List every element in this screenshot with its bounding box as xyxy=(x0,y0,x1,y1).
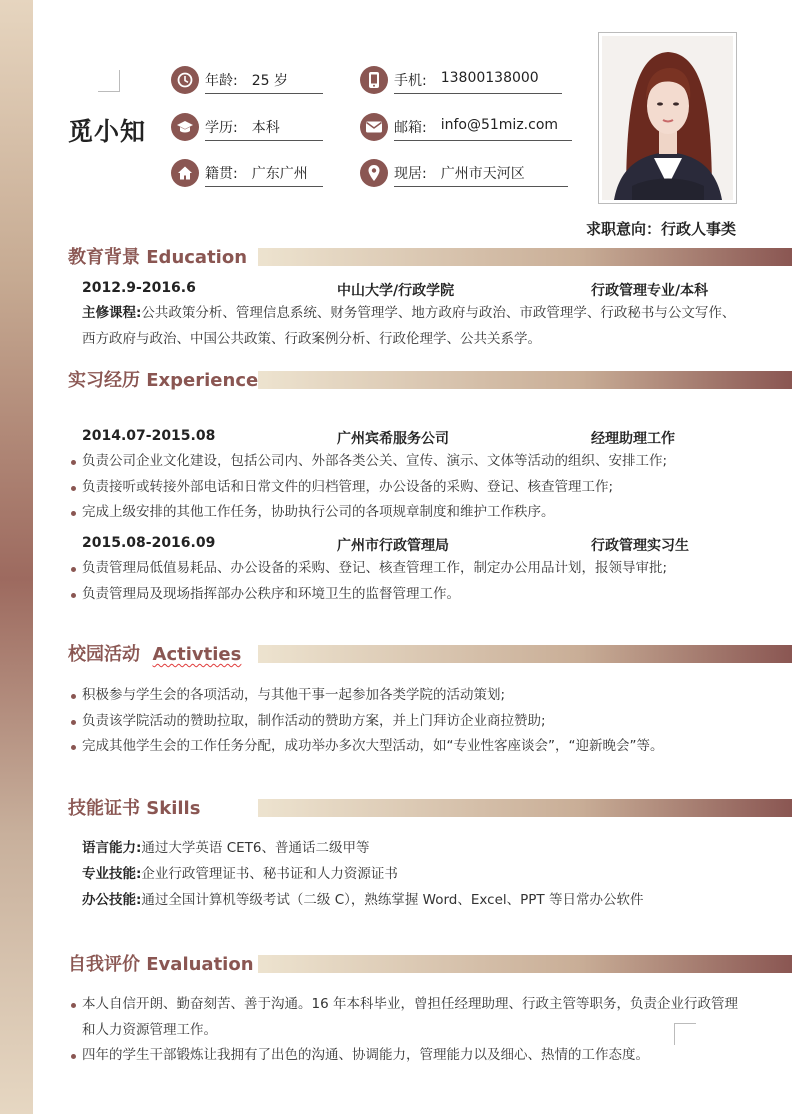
section-bar xyxy=(258,799,792,817)
job-role: 行政管理实习生 xyxy=(591,538,689,554)
list-item: 负责管理局低值易耗品、办公设备的采购、登记、核查管理工作，制定办公用品计划，报领导审批; xyxy=(70,556,750,582)
evaluation-list xyxy=(70,992,738,1069)
section-bar xyxy=(258,371,792,389)
profile-photo xyxy=(602,36,733,200)
section-title-en: Activties xyxy=(152,644,242,665)
residence-value: 广州市天河区 xyxy=(440,166,525,182)
section-title: 实习经历 Experience xyxy=(68,370,259,391)
edu-value: 本科 xyxy=(251,120,280,136)
job-period: 2015.08-2016.09 xyxy=(82,535,216,551)
job-duties xyxy=(70,449,750,526)
list-item: 完成其他学生会的工作任务分配，成功举办多次大型活动，如“专业性客座谈会”，“迎新晚会”等。 xyxy=(70,734,750,760)
skill-value: 通过大学英语 CET6、普通话二级甲等 xyxy=(141,840,370,856)
edu-label: 学历: xyxy=(205,120,238,136)
section-bar xyxy=(258,248,792,266)
info-age xyxy=(171,66,323,94)
section-evaluation-header xyxy=(68,951,792,975)
phone-label: 手机: xyxy=(394,73,427,89)
section-experience-header xyxy=(68,367,792,391)
info-email xyxy=(360,113,572,141)
skill-row xyxy=(82,887,742,913)
section-title: 自我评价 Evaluation xyxy=(68,954,254,975)
job-period: 2014.07-2015.08 xyxy=(82,428,216,444)
section-education-header xyxy=(68,244,792,268)
job-company: 广州市行政管理局 xyxy=(337,538,449,554)
list-item: 本人自信开朗、勤奋刻苦、善于沟通。16 年本科毕业，曾担任经理助理、行政主管等职务，负责企业行政管理和人力资源管理工作。 xyxy=(70,992,738,1043)
section-activities-header xyxy=(68,641,792,665)
skill-value: 通过全国计算机等级考试（二级 C），熟练掌握 Word、Excel、PPT 等日常办公软件 xyxy=(141,892,644,908)
phone-value: 13800138000 xyxy=(440,70,539,86)
activities-list xyxy=(70,683,750,760)
section-title xyxy=(68,640,258,666)
graduation-cap-icon xyxy=(171,113,199,141)
info-phone xyxy=(360,66,562,94)
origin-label: 籍贯: xyxy=(205,166,238,182)
envelope-icon xyxy=(360,113,388,141)
section-title: 教育背景 Education xyxy=(68,247,248,268)
skill-row xyxy=(82,835,742,861)
list-item: 四年的学生干部锻炼让我拥有了出色的沟通、协调能力，管理能力以及细心、热情的工作态度。 xyxy=(70,1043,738,1069)
education-row xyxy=(82,280,722,300)
phone-icon xyxy=(360,66,388,94)
job-duties xyxy=(70,556,750,607)
skill-label: 专业技能: xyxy=(82,866,142,882)
list-item: 完成上级安排的其他工作任务，协助执行公司的各项规章制度和维护工作秩序。 xyxy=(70,500,750,526)
job-row xyxy=(82,535,722,555)
home-icon xyxy=(171,159,199,187)
residence-label: 现居: xyxy=(394,166,427,182)
profile-photo-frame xyxy=(598,32,737,204)
edu-major: 行政管理专业/本科 xyxy=(591,283,709,299)
job-intention: 求职意向：行政人事类 xyxy=(586,220,737,238)
list-item: 积极参与学生会的各项活动，与其他干事一起参加各类学院的活动策划; xyxy=(70,683,750,709)
skills-list xyxy=(82,835,742,913)
origin-value: 广东广州 xyxy=(251,166,308,182)
section-skills-header xyxy=(68,795,792,819)
age-label: 年龄: xyxy=(205,73,238,89)
section-title: 技能证书 Skills xyxy=(68,798,201,819)
courses-label: 主修课程: xyxy=(82,305,142,321)
job-role: 经理助理工作 xyxy=(591,431,675,447)
section-title-cn: 校园活动 xyxy=(68,644,140,665)
section-bar xyxy=(258,955,792,973)
info-origin xyxy=(171,159,323,187)
edu-period: 2012.9-2016.6 xyxy=(82,280,196,296)
info-residence xyxy=(360,159,568,187)
corner-mark-top xyxy=(98,70,120,92)
courses-paragraph xyxy=(82,301,742,352)
list-item: 负责公司企业文化建设，包括公司内、外部各类公关、宣传、演示、文体等活动的组织、安排工作; xyxy=(70,449,750,475)
skill-label: 语言能力: xyxy=(82,840,142,856)
job-row xyxy=(82,428,722,448)
section-bar xyxy=(258,645,792,663)
decorative-side-bar xyxy=(0,0,33,1114)
skill-row xyxy=(82,861,742,887)
skill-label: 办公技能: xyxy=(82,892,142,908)
age-value: 25 岁 xyxy=(251,73,288,89)
candidate-name: 觅小知 xyxy=(68,117,147,146)
list-item: 负责接听或转接外部电话和日常文件的归档管理，办公设备的采购、登记、核查管理工作; xyxy=(70,475,750,501)
info-education xyxy=(171,113,323,141)
courses-text: 公共政策分析、管理信息系统、财务管理学、地方政府与政治、市政管理学、行政秘书与公文写作、西方政府与政治、中国公共政策、行政案例分析、行政伦理学、公共关系学。 xyxy=(82,305,736,347)
list-item: 负责该学院活动的赞助拉取，制作活动的赞助方案，并上门拜访企业商拉赞助; xyxy=(70,709,750,735)
job-company: 广州宾希服务公司 xyxy=(337,431,449,447)
clock-icon xyxy=(171,66,199,94)
email-label: 邮箱: xyxy=(394,120,427,136)
email-value: info@51miz.com xyxy=(440,117,559,133)
location-pin-icon xyxy=(360,159,388,187)
skill-value: 企业行政管理证书、秘书证和人力资源证书 xyxy=(141,866,398,882)
list-item: 负责管理局及现场指挥部办公秩序和环境卫生的监督管理工作。 xyxy=(70,582,750,608)
edu-school: 中山大学/行政学院 xyxy=(337,283,455,299)
